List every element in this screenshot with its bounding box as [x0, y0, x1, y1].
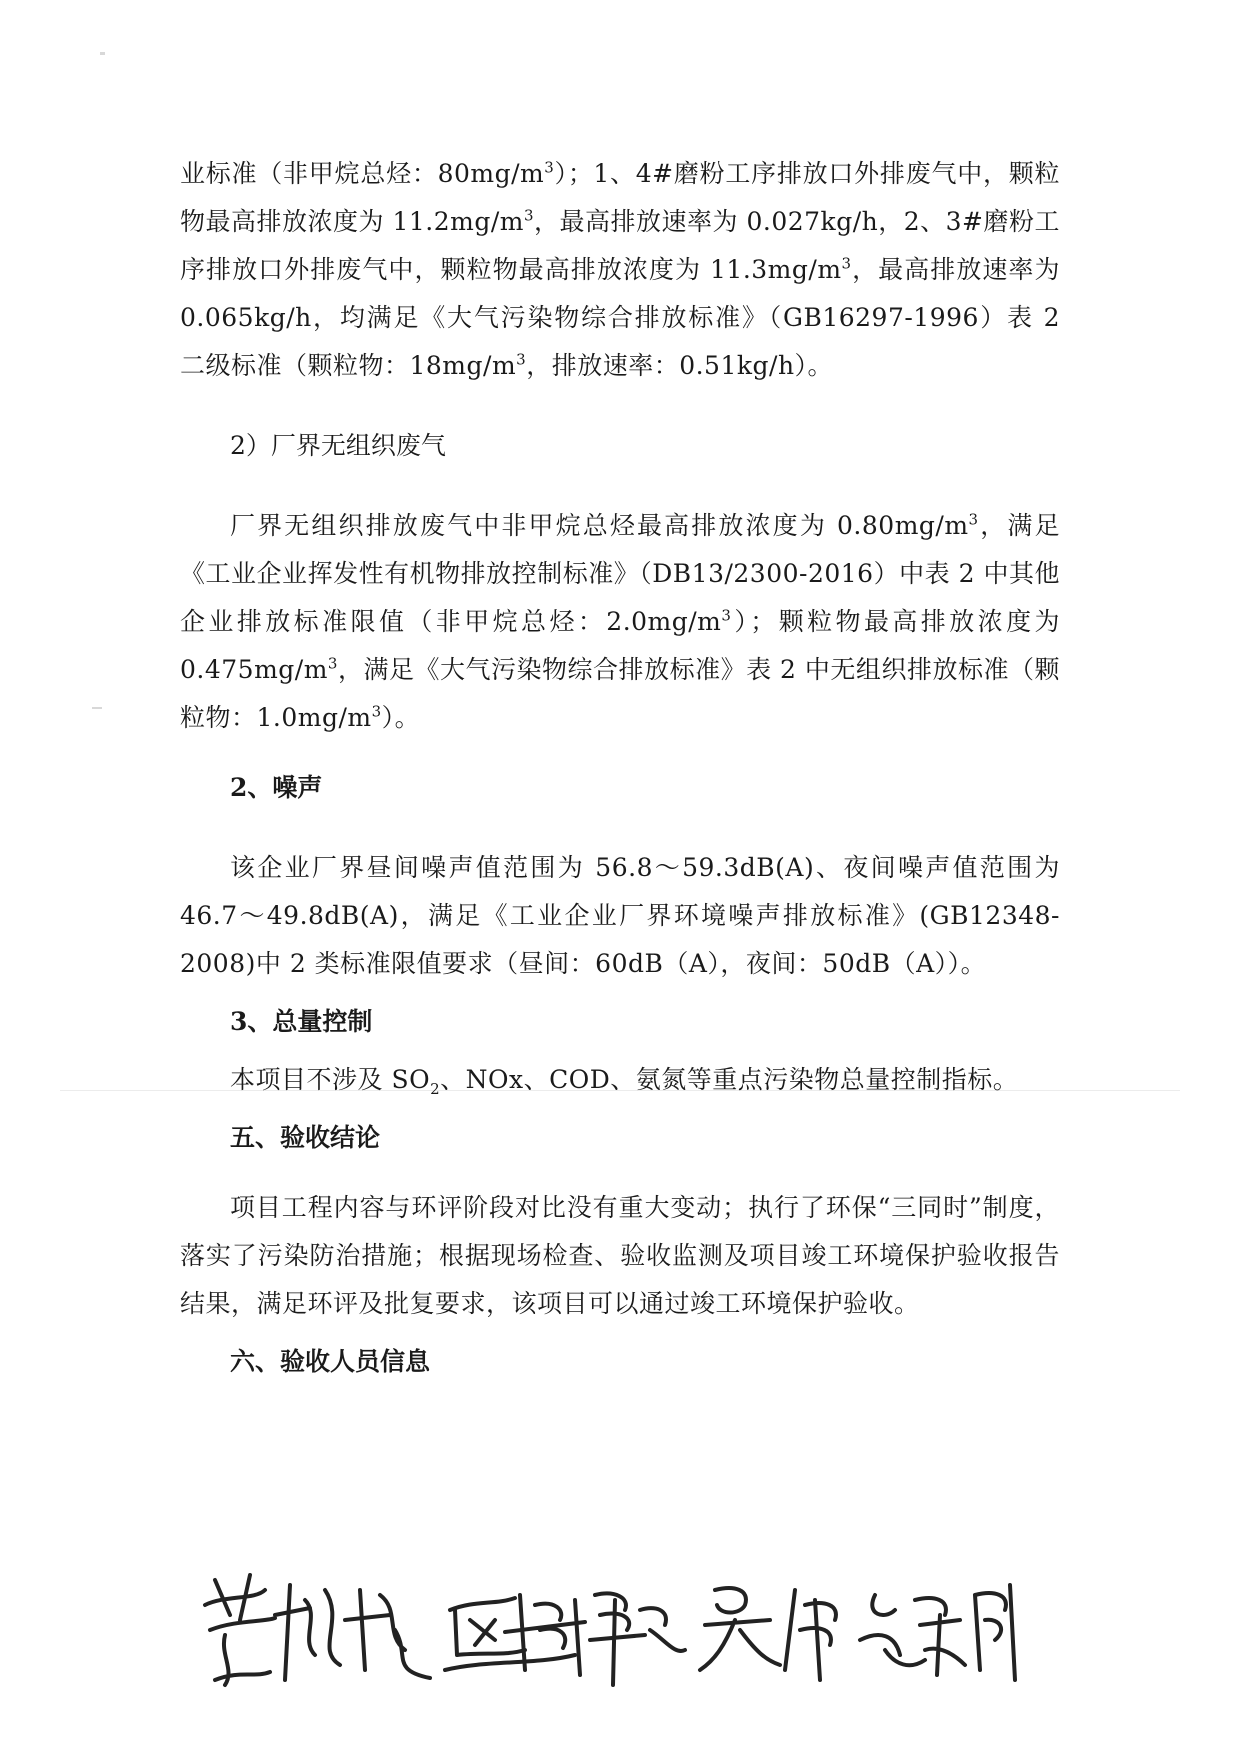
text-run: 业标准（非甲烷总烃：80mg/m [180, 159, 545, 188]
signatures-image [195, 1560, 1095, 1700]
superscript: 3 [544, 158, 555, 177]
paragraph-organized-emissions [180, 150, 1060, 390]
signature-4 [700, 1588, 836, 1680]
superscript: 3 [371, 702, 382, 721]
text-run: ，最高排放速率为 0.027kg/h，2、3#磨粉工序排放口外排废气中，颗粒物最高排放浓度为 11.3mg/m [180, 207, 1060, 284]
scan-artifact [92, 707, 102, 709]
text-run: ，最高排放速率为 0.065kg/h，均满足《大气污染物综合排放标准》（GB16297-1996）表 2 二级标准（颗粒物：18mg/m [180, 255, 1060, 380]
paragraph-conclusion: 项目工程内容与环评阶段对比没有重大变动；执行了环保“三同时”制度，落实了污染防治措施；根据现场检查、验收监测及项目竣工环境保护验收报告结果，满足环评及批复要求，该项目可以通过竣工环境保护验收。 [180, 1193, 1060, 1318]
heading-noise: 2、噪声 [230, 773, 323, 802]
signature-5 [860, 1585, 1015, 1680]
superscript: 3 [327, 654, 338, 673]
subheading-fugitive-emissions: 2）厂界无组织废气 [230, 431, 446, 460]
text-run: ）。 [381, 703, 421, 732]
heading-conclusion: 五、验收结论 [230, 1123, 381, 1152]
text-run: ，满足《工业企业挥发性有机物排放控制标准》（DB13/2300-2016）中表 2 中其他企业排放标准限值（非甲烷总烃：2.0mg/m [180, 511, 1060, 636]
subscript: 2 [430, 1080, 441, 1098]
text-run: 本项目不涉及 SO [230, 1065, 431, 1094]
superscript: 3 [523, 206, 535, 225]
superscript: 3 [968, 510, 979, 529]
paragraph-total-control [180, 1056, 1060, 1104]
superscript: 3 [721, 606, 732, 625]
text-run: 、NOx、COD、氨氮等重点污染物总量控制指标。 [440, 1065, 1019, 1094]
text-run: ）；颗粒物最高排放浓度为 0.475mg/m [180, 607, 1060, 684]
scan-artifact [100, 52, 105, 55]
text-run: ）；1、4#磨粉工序排放口外排废气中，颗粒物最高排放浓度为 11.2mg/m [180, 159, 1060, 236]
text-run: 厂界无组织排放废气中非甲烷总烃最高排放浓度为 0.80mg/m [230, 511, 969, 540]
signature-area [195, 1560, 1095, 1700]
text-run: ，满足《大气污染物综合排放标准》表 2 中无组织排放标准（颗粒物：1.0mg/m [180, 655, 1060, 732]
signature-1 [205, 1575, 430, 1685]
signature-2 [445, 1595, 585, 1675]
signature-3 [590, 1593, 685, 1685]
paragraph-fugitive-emissions [180, 502, 1060, 742]
document-body [180, 150, 1060, 1386]
text-run: ，排放速率：0.51kg/h）。 [526, 351, 834, 380]
heading-total-control: 3、总量控制 [230, 1007, 373, 1036]
superscript: 3 [841, 254, 852, 273]
paragraph-noise: 该企业厂界昼间噪声值范围为 56.8～59.3dB(A)、夜间噪声值范围为 46.7～49.8dB(A)，满足《工业企业厂界环境噪声排放标准》(GB12348-2008)中 2 类标准限值要求（昼间：60dB（A），夜间：50dB（A））。 [180, 853, 1060, 978]
heading-personnel: 六、验收人员信息 [230, 1347, 431, 1376]
superscript: 3 [516, 350, 527, 369]
